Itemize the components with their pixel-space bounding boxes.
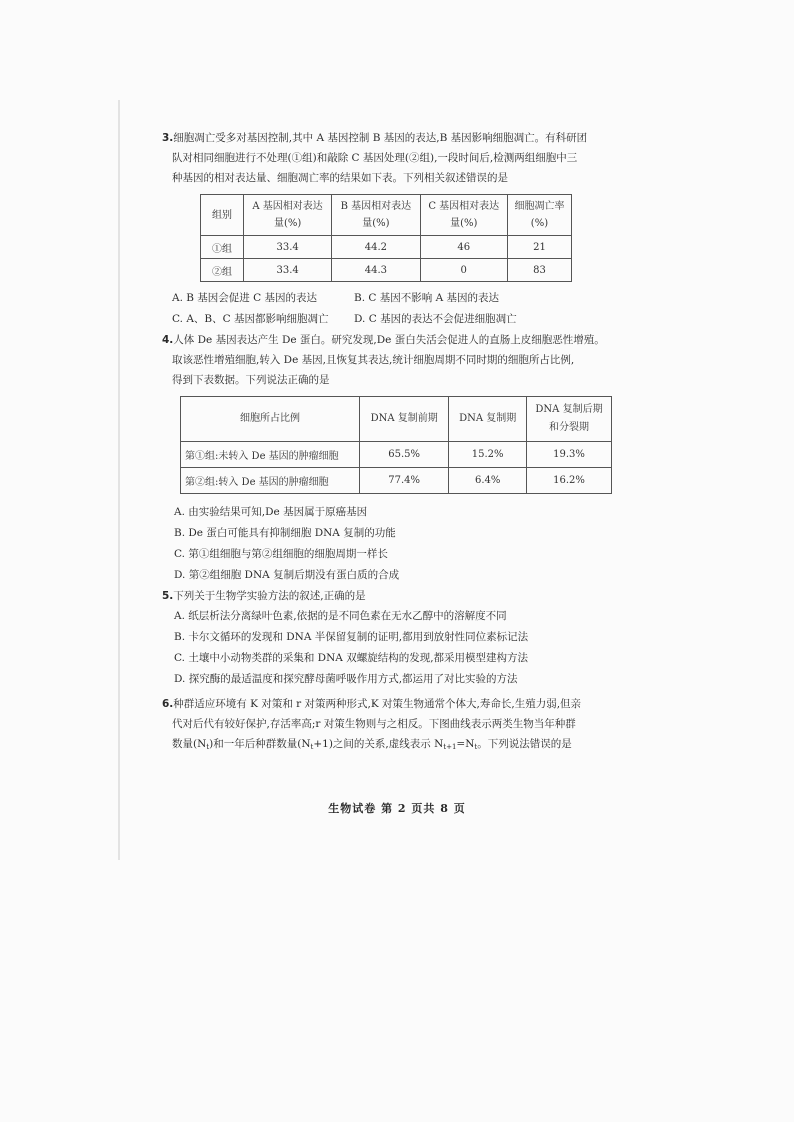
question-3 [162, 128, 612, 330]
option-d: D. C 基因的表达不会促进细胞凋亡 [354, 313, 517, 325]
option-c: C. 第①组细胞与第②组细胞的细胞周期一样长 [174, 548, 388, 560]
cell-cycle-table [180, 396, 612, 494]
table-header-cell: B 基因相对表达量(%) [332, 195, 420, 236]
table-cell: 65.5% [360, 442, 449, 468]
table-header-cell: DNA 复制后期和分裂期 [527, 397, 612, 442]
question-stem-line: 队对相同细胞进行不处理(①组)和敲除 C 基因处理(②组),一段时间后,检测两组细胞中三 [172, 152, 578, 164]
table-row [181, 468, 612, 494]
question-5 [162, 586, 612, 690]
option-d: D. 第②组细胞 DNA 复制后期没有蛋白质的合成 [174, 569, 400, 581]
table-row [201, 236, 572, 259]
table-cell: 33.4 [244, 236, 332, 259]
option-a: A. 纸层析法分离绿叶色素,依据的是不同色素在无水乙醇中的溶解度不同 [174, 610, 507, 622]
options-row [172, 288, 612, 309]
table-header-cell: 组别 [201, 195, 244, 236]
question-stem-line: 种基因的相对表达量、细胞凋亡率的结果如下表。下列相关叙述错误的是 [172, 172, 508, 184]
table-cell: 16.2% [527, 468, 612, 494]
table-cell: 第①组:未转入 De 基因的肿瘤细胞 [181, 442, 360, 468]
question-number: 4. [162, 334, 174, 346]
gene-expression-table [200, 194, 572, 282]
subscript: t+1 [443, 743, 457, 751]
stem-fragment: +1)之间的关系,虚线表示 N [313, 738, 444, 750]
table-header-cell: A 基因相对表达量(%) [244, 195, 332, 236]
table-header-cell: C 基因相对表达量(%) [420, 195, 507, 236]
stem-fragment: )和一年后种群数量(N [209, 738, 311, 750]
question-number: 6. [162, 698, 174, 710]
table-cell: 19.3% [527, 442, 612, 468]
table-cell: 21 [507, 236, 571, 259]
stem-fragment: =N [456, 738, 475, 750]
table-cell: ①组 [201, 236, 244, 259]
question-number: 3. [162, 132, 174, 144]
question-stem-line: 种群适应环境有 K 对策和 r 对策两种形式,K 对策生物通常个体大,寿命长,生殖力弱,但亲 [173, 698, 582, 710]
question-4 [162, 330, 612, 586]
table-cell: 44.3 [332, 259, 420, 282]
table-cell: 15.2% [449, 442, 527, 468]
page-footer: 生物试卷 第 2 页共 8 页 [328, 802, 466, 815]
question-stem-line: 细胞凋亡受多对基因控制,其中 A 基因控制 B 基因的表达,B 基因影响细胞凋亡。有科研团 [173, 132, 588, 144]
question-stem-line: 人体 De 基因表达产生 De 蛋白。研究发现,De 蛋白失活会促进人的直肠上皮细胞恶性增殖。 [173, 334, 605, 346]
table-cell: 6.4% [449, 468, 527, 494]
option-a: A. 由实验结果可知,De 基因属于原癌基因 [174, 506, 368, 518]
options-row [172, 309, 612, 330]
table-cell: 46 [420, 236, 507, 259]
table-header-row [201, 195, 572, 236]
table-header-cell: 细胞凋亡率(%) [507, 195, 571, 236]
scan-edge [118, 100, 120, 860]
table-cell: ②组 [201, 259, 244, 282]
table-header-cell: 细胞所占比例 [181, 397, 360, 442]
option-a: A. B 基因会促进 C 基因的表达 [172, 292, 318, 304]
question-stem-line: 得到下表数据。下列说法正确的是 [172, 374, 330, 386]
table-cell: 83 [507, 259, 571, 282]
table-cell: 0 [420, 259, 507, 282]
stem-fragment: 数量(N [172, 738, 207, 750]
table-cell: 第②组:转入 De 基因的肿瘤细胞 [181, 468, 360, 494]
table-row [181, 442, 612, 468]
question-stem: 下列关于生物学实验方法的叙述,正确的是 [173, 590, 366, 602]
option-d: D. 探究酶的最适温度和探究酵母菌呼吸作用方式,都运用了对比实验的方法 [174, 673, 518, 685]
option-c: C. A、B、C 基因都影响细胞凋亡 [172, 313, 329, 325]
question-stem-line [172, 734, 612, 757]
option-b: B. De 蛋白可能具有抑制细胞 DNA 复制的功能 [174, 527, 396, 539]
table-header-cell: DNA 复制前期 [360, 397, 449, 442]
option-b: B. 卡尔文循环的发现和 DNA 半保留复制的证明,都用到放射性同位素标记法 [174, 631, 529, 643]
table-cell: 77.4% [360, 468, 449, 494]
subscript: t [310, 743, 314, 751]
subscript: t [206, 743, 210, 751]
subscript: t [474, 743, 478, 751]
exam-page [162, 128, 612, 757]
question-stem-line: 取该恶性增殖细胞,转入 De 基因,且恢复其表达,统计细胞周期不同时期的细胞所占比例, [172, 354, 575, 366]
table-row [201, 259, 572, 282]
table-cell: 44.2 [332, 236, 420, 259]
option-b: B. C 基因不影响 A 基因的表达 [354, 292, 500, 304]
table-cell: 33.4 [244, 259, 332, 282]
stem-fragment: 。下列说法错误的是 [477, 738, 572, 750]
question-stem-line: 代对后代有较好保护,存活率高;r 对策生物则与之相反。下图曲线表示两类生物当年种群 [172, 718, 576, 730]
question-6 [162, 694, 612, 757]
question-number: 5. [162, 590, 174, 602]
table-header-row [181, 397, 612, 442]
table-header-cell: DNA 复制期 [449, 397, 527, 442]
option-c: C. 土壤中小动物类群的采集和 DNA 双螺旋结构的发现,都采用模型建构方法 [174, 652, 529, 664]
